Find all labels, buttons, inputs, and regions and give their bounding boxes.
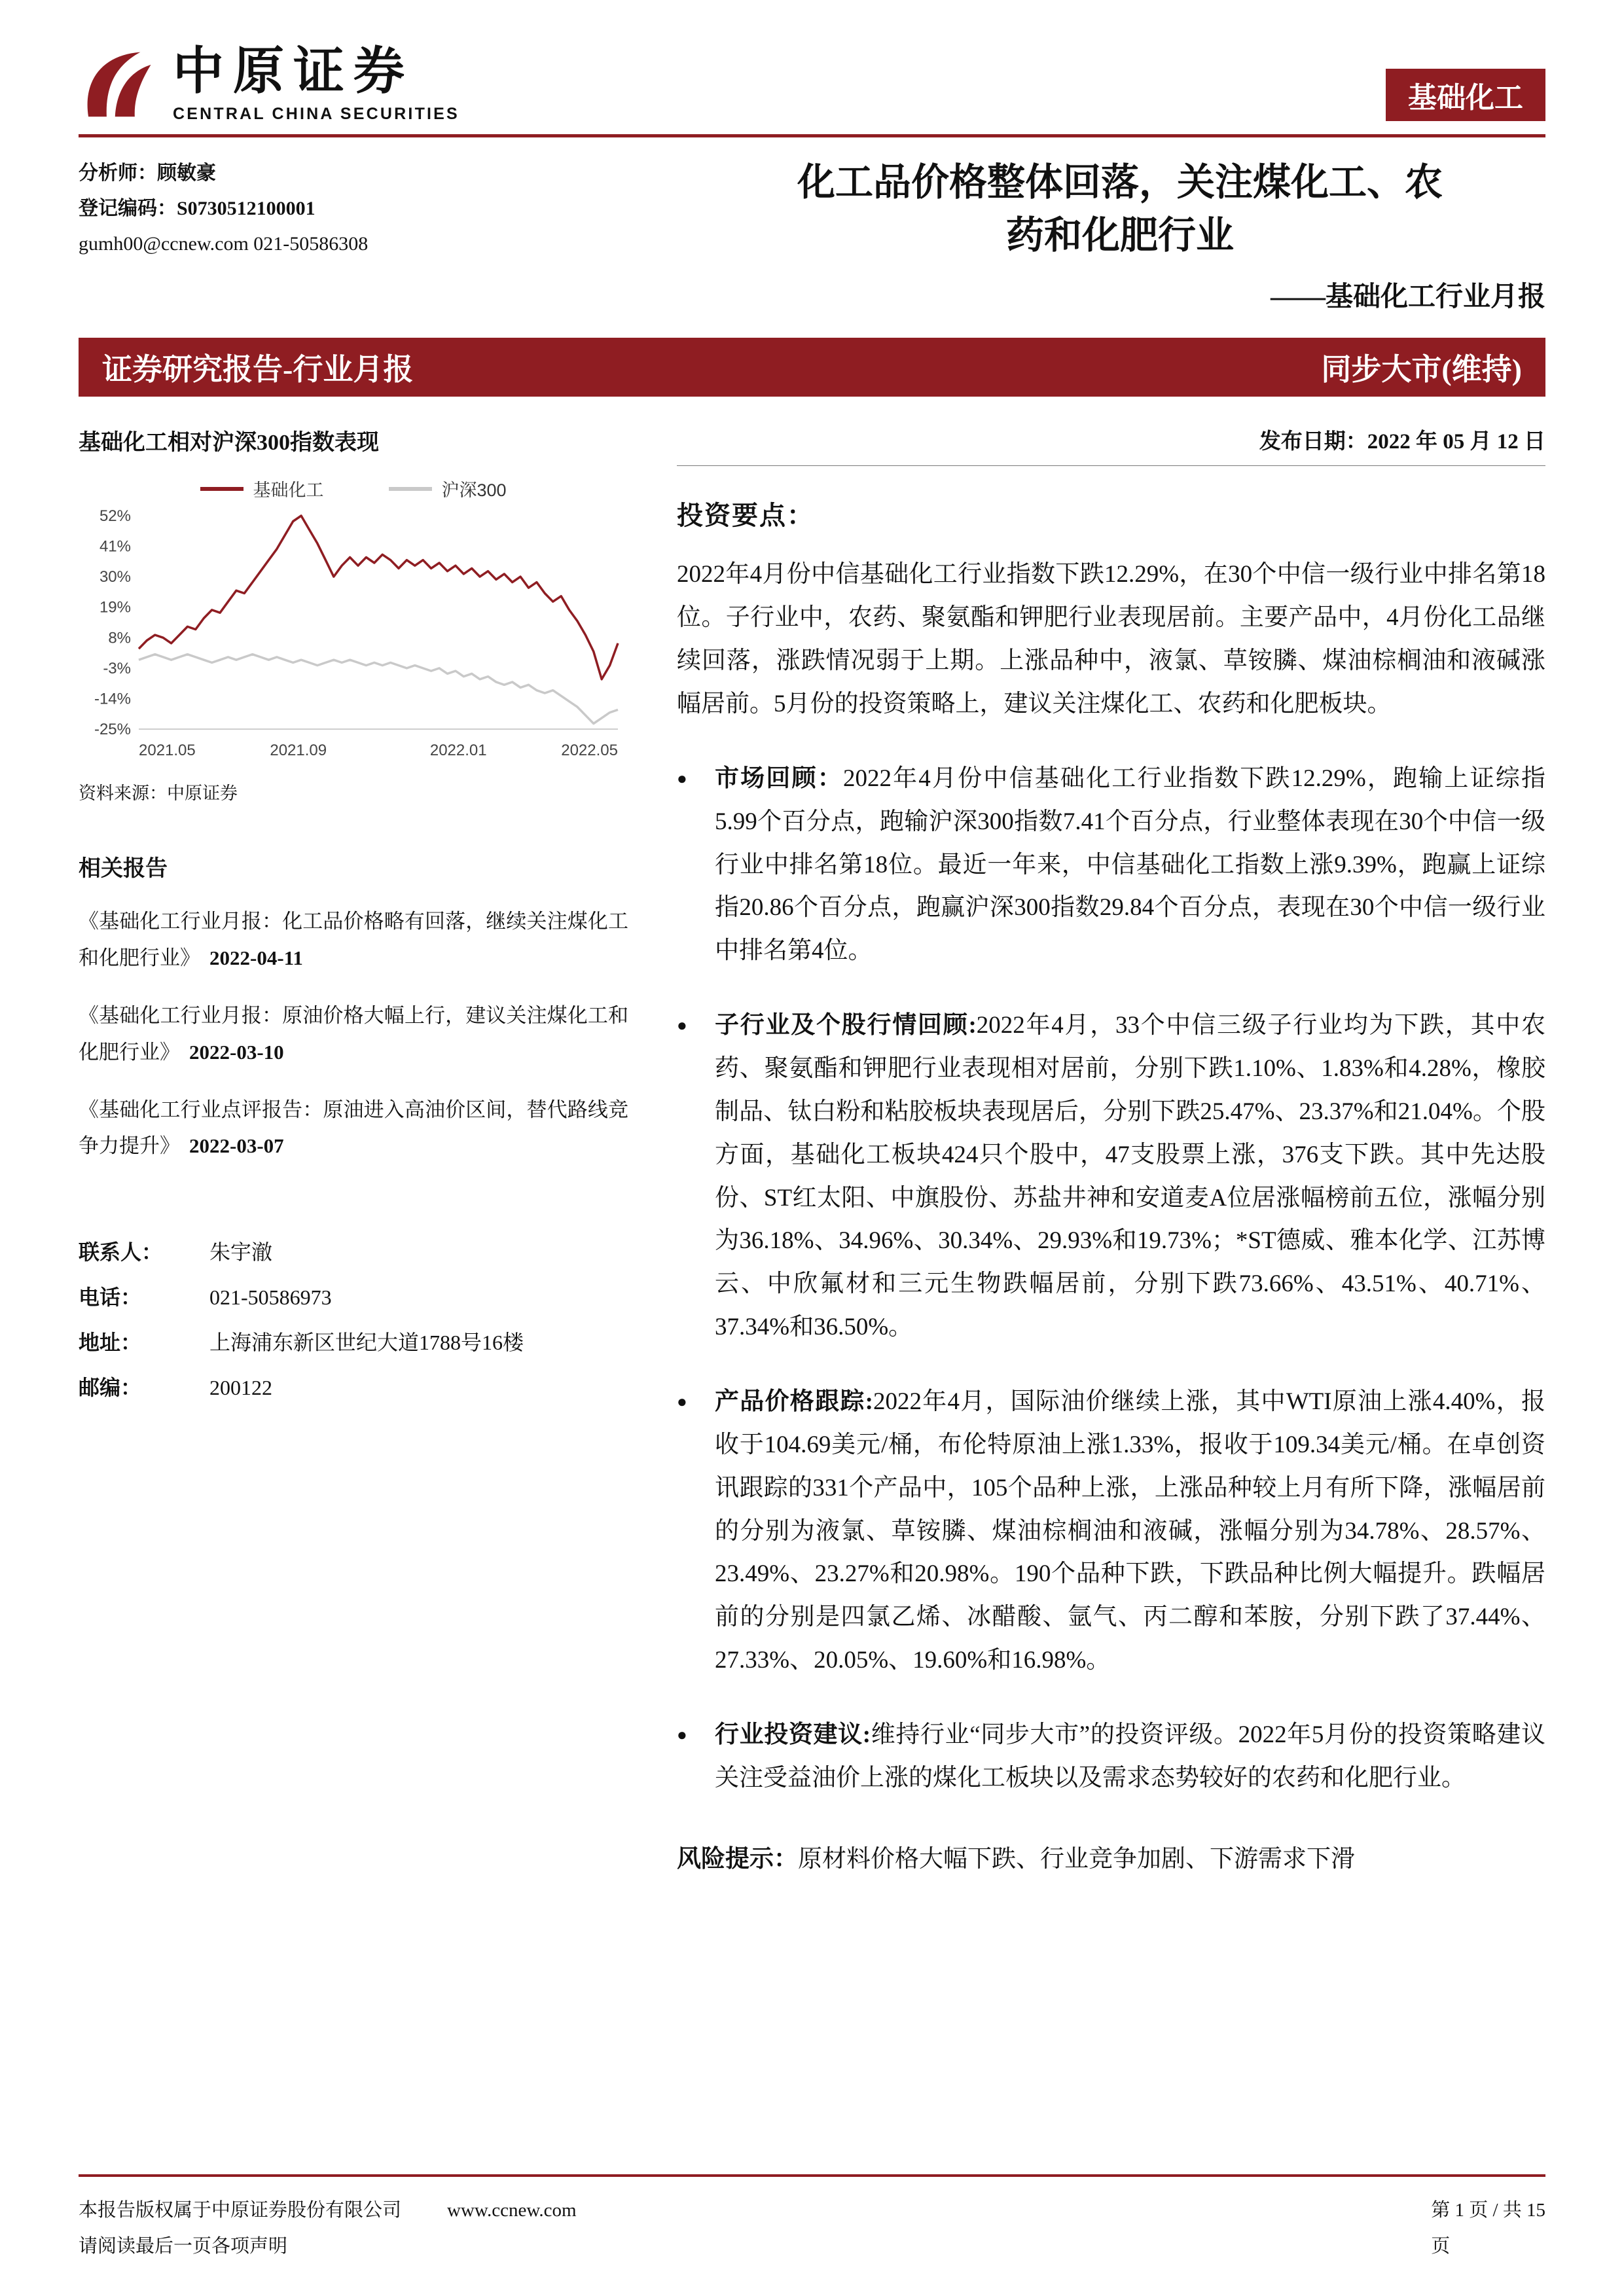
contact-value: 021-50586973 — [209, 1285, 332, 1309]
svg-text:2021.05: 2021.05 — [139, 742, 196, 760]
risk-text: 原材料价格大幅下跌、行业竞争加剧、下游需求下滑 — [798, 1845, 1355, 1873]
analyst-name: 顾敏豪 — [157, 162, 216, 184]
page-number-line1: 第 1 页 / 共 15 — [1431, 2199, 1545, 2221]
page-number-line2: 页 — [1431, 2235, 1451, 2257]
svg-text:8%: 8% — [108, 629, 131, 647]
main-content — [677, 424, 1545, 1880]
company-logo-icon — [79, 46, 156, 124]
bullet-content: 维持行业“同步大市”的投资评级。2022年5月份的投资策略建议关注受益油价上涨的煤化工板块以及需求态势较好的农药和化肥行业。 — [715, 1721, 1546, 1791]
report-item — [79, 1092, 628, 1165]
analyst-line — [79, 156, 511, 191]
contact-value: 上海浦东新区世纪大道1788号16楼 — [209, 1330, 524, 1354]
bullet-text — [715, 1713, 1545, 1800]
report-item-title: 《基础化工行业月报：原油价格大幅上行，建议关注煤化工和化肥行业》 — [79, 1003, 628, 1064]
brand — [79, 43, 460, 124]
bullet-label: 行业投资建议: — [715, 1721, 871, 1748]
legend-item — [200, 476, 323, 501]
svg-text:19%: 19% — [99, 599, 131, 617]
legend-item — [389, 476, 506, 501]
contact-label: 地址： — [79, 1330, 142, 1354]
svg-text:-14%: -14% — [94, 690, 131, 708]
report-item — [79, 997, 628, 1071]
svg-text:2022.01: 2022.01 — [429, 742, 487, 760]
report-item-date: 2022-03-07 — [189, 1134, 284, 1158]
report-item — [79, 903, 628, 977]
risk-note — [677, 1838, 1545, 1881]
bullet-label: 产品价格跟踪: — [715, 1388, 873, 1415]
contact-row — [79, 1365, 628, 1410]
contact-label: 邮编： — [79, 1375, 142, 1399]
copyright-line — [79, 2193, 577, 2229]
footer-divider — [79, 2174, 1545, 2177]
report-item-title: 《基础化工行业点评报告：原油进入高油价区间，替代路线竞争力提升》 — [79, 1098, 628, 1158]
page-number — [1431, 2193, 1545, 2265]
bullet-icon: ● — [677, 1391, 687, 1411]
brand-name-en: CENTRAL CHINA SECURITIES — [173, 105, 460, 123]
report-title-line2: 药和化肥行业 — [1005, 214, 1234, 257]
risk-label: 风险提示： — [677, 1845, 798, 1873]
svg-text:52%: 52% — [99, 507, 131, 526]
svg-text:41%: 41% — [99, 537, 131, 556]
analyst-contact-line: gumh00@ccnew.com 021-50586308 — [79, 233, 369, 255]
contact-value: 朱宇澈 — [209, 1240, 273, 1265]
chart-legend — [79, 476, 628, 501]
bullet-content: 2022年4月，33个中信三级子行业均为下跌，其中农药、聚氨酯和钾肥行业表现相对居前，分别下跌1.10%、1.83%和4.28%，橡胶制品、钛白粉和粘胶板块表现居后，分别下跌25.47%、23.37%和21.04%。个股方面，基础化工板块424只个股中，47支股票上涨，376支下跌。其中先达股份、ST红太阳、中旗股份、苏盐井神和安道麦A位居涨幅榜前五位，涨幅分别为36.18%、34.96%、30.34%、29.93%和19.73%；*ST德威、雅本化学、江苏博云、中欣氟材和三元生物跌幅居前，分别下跌73.66%、43.51%、40.71%、37.34%和36.50%。 — [715, 1012, 1545, 1341]
title-block — [695, 156, 1545, 314]
investment-summary-heading: 投资要点： — [677, 501, 814, 531]
bullet-text — [715, 757, 1545, 973]
legend-label: 沪深300 — [441, 480, 507, 501]
related-reports-heading: 相关报告 — [79, 857, 168, 882]
bullet-icon: ● — [677, 1725, 687, 1744]
report-title-line1: 化工品价格整体回落，关注煤化工、农 — [797, 161, 1443, 204]
report-title — [695, 156, 1545, 262]
registration-line — [79, 191, 511, 226]
disclaimer-line: 请阅读最后一页各项声明 — [79, 2235, 288, 2257]
subheader — [79, 156, 1545, 314]
banner-report-type: 证券研究报告-行业月报 — [102, 353, 414, 387]
report-item-date: 2022-04-11 — [209, 946, 303, 970]
copyright-text: 本报告版权属于中原证券股份有限公司 — [79, 2199, 402, 2221]
bullet-item — [677, 1713, 1545, 1800]
svg-text:2022.05: 2022.05 — [561, 742, 618, 760]
svg-text:-3%: -3% — [103, 660, 131, 678]
bullet-item — [677, 757, 1545, 973]
report-subtitle: ——基础化工行业月报 — [1270, 282, 1545, 313]
bullet-content: 2022年4月份中信基础化工行业指数下跌12.29%，跑输上证综指5.99个百分点，跑输沪深300指数7.41个百分点，行业整体表现在30个中信一级行业中排名第18位。最近一年来，中信基础化工指数上涨9.39%，跑赢上证综指20.86个百分点，跑赢沪深300指数29.84个百分点，表现在30个中信一级行业中排名第4位。 — [715, 764, 1545, 965]
bullet-icon: ● — [677, 768, 687, 788]
sector-badge: 基础化工 — [1386, 69, 1545, 121]
publish-date: 发布日期：2022 年 05 月 12 日 — [677, 424, 1545, 466]
contact-row — [79, 1230, 628, 1275]
legend-swatch-icon — [389, 487, 432, 491]
contact-block — [79, 1230, 628, 1410]
contact-label: 电话： — [79, 1285, 142, 1309]
header — [79, 43, 1545, 124]
contact-row — [79, 1275, 628, 1320]
contact-label: 联系人： — [79, 1240, 163, 1265]
registration-label: 登记编码： — [79, 198, 177, 219]
bullet-text — [715, 1380, 1545, 1682]
footer-left — [79, 2193, 577, 2265]
bullet-content: 2022年4月，国际油价继续上涨，其中WTI原油上涨4.40%，报收于104.69美元/桶，布伦特原油上涨1.33%，报收于109.34美元/桶。在卓创资讯跟踪的331个产品中，105个品种上涨，上涨品种较上月有所下降，涨幅居前的分别为液氯、草铵膦、煤油棕榈油和液碱，涨幅分别为34.78%、28.57%、23.49%、23.27%和20.98%。190个品种下跌，下跌品种比例大幅提升。跌幅居前的分别是四氯乙烯、冰醋酸、氩气、丙二醇和苯胺，分别下跌了37.44%、27.33%、20.05%、19.60%和16.98%。 — [715, 1388, 1545, 1674]
svg-text:2021.09: 2021.09 — [270, 742, 327, 760]
analyst-label: 分析师： — [79, 162, 157, 184]
bullet-label: 市场回顾： — [715, 764, 843, 792]
source-note: 资料来源：中原证券 — [79, 783, 238, 804]
report-item-date: 2022-03-10 — [189, 1040, 284, 1064]
bullet-text — [715, 1004, 1545, 1349]
contact-row — [79, 1320, 628, 1365]
banner-rating: 同步大市(维持) — [1321, 353, 1522, 387]
legend-label: 基础化工 — [253, 480, 324, 501]
footer-row — [79, 2193, 1545, 2265]
svg-text:30%: 30% — [99, 568, 131, 586]
brand-text — [173, 43, 460, 124]
bullet-icon: ● — [677, 1016, 687, 1035]
report-item-title: 《基础化工行业月报：化工品价格略有回落，继续关注煤化工和化肥行业》 — [79, 910, 628, 970]
brand-name: 中原证券 — [173, 43, 414, 99]
footer — [79, 2174, 1545, 2265]
bullet-item — [677, 1380, 1545, 1682]
bullet-item — [677, 1004, 1545, 1349]
analyst-block — [79, 156, 511, 314]
svg-text:-25%: -25% — [94, 721, 131, 739]
company-url: www.ccnew.com — [447, 2199, 577, 2221]
sidebar — [79, 424, 628, 1880]
intro-paragraph: 2022年4月份中信基础化工行业指数下跌12.29%，在30个中信一级行业中排名第18位。子行业中，农药、聚氨酯和钾肥行业表现居前。主要产品中，4月份化工品继续回落，涨跌情况弱于上期。上涨品种中，液氯、草铵膦、煤油棕榈油和液碱涨幅居前。5月份的投资策略上，建议关注煤化工、农药和化肥板块。 — [677, 561, 1545, 717]
report-type-banner — [79, 338, 1545, 397]
contact-value: 200122 — [209, 1375, 272, 1399]
legend-swatch-icon — [200, 487, 244, 491]
chart-title: 基础化工相对沪深300指数表现 — [79, 431, 379, 456]
content-columns — [79, 424, 1545, 1880]
registration-code: S0730512100001 — [177, 198, 316, 219]
bullet-label: 子行业及个股行情回顾: — [715, 1012, 977, 1039]
performance-chart — [79, 504, 628, 766]
header-divider — [79, 134, 1545, 137]
